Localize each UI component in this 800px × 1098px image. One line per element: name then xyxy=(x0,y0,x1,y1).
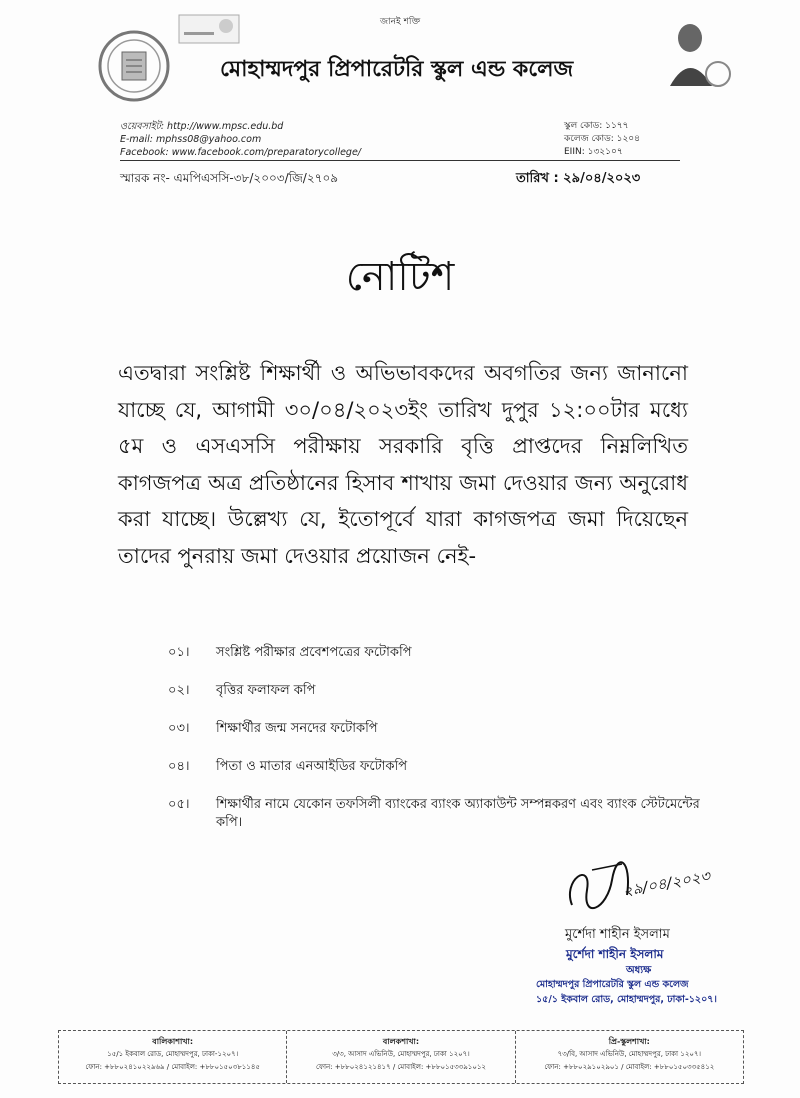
item-number: ০৫। xyxy=(168,797,190,812)
branch-address: ১৫/১ ইকবাল রোড, মোহাম্মদপুর, ঢাকা-১২০৭। xyxy=(107,1050,239,1058)
school-name: মোহাম্মদপুর প্রিপারেটরি স্কুল এন্ড কলেজ xyxy=(220,57,574,82)
list-item xyxy=(168,644,728,662)
bangladesh-logo xyxy=(178,14,240,44)
item-text: সংশ্লিষ্ট পরীক্ষার প্রবেশপত্রের ফটোকপি xyxy=(216,645,412,660)
branch-heading: প্রি-স্কুলশাখা: xyxy=(608,1037,650,1046)
footer-boys-branch xyxy=(287,1031,515,1083)
email-text: E-mail: mphss08@yahoo.com xyxy=(120,134,262,145)
signature-date: ২৯/০৪/২০২৩ xyxy=(621,866,712,900)
branch-address: ৩/৩, আসাদ এভিনিউ, মোহাম্মদপুর, ঢাকা ১২০৭। xyxy=(332,1050,470,1058)
item-number: ০৪। xyxy=(168,759,190,774)
branch-heading: বালকশাখা: xyxy=(382,1037,420,1046)
school-seal-logo xyxy=(98,30,170,102)
document-list xyxy=(168,644,728,852)
notice-body: এতদ্বারা সংশ্লিষ্ট শিক্ষার্থী ও অভিভাবকদের অবগতির জন্য জানানো যাচ্ছে যে, আগামী ৩০/০৪/২০২৩ইং তারিখ দুপুর ১২:০০টার মধ্যে ৫ম ও এসএসসি পরীক্ষায় সরকারি বৃত্তি প্রাপ্তদের নিম্নলিখিত কাগজপত্র অত্র প্রতিষ্ঠানের হিসাব শাখায় জমা দেওয়ার জন্য অনুরোধ করা যাচ্ছে। উল্লেখ্য যে, ইতোপূর্বে যারা কাগজপত্র জমা দিয়েছেন তাদের পুনরায় জমা দেওয়ার প্রয়োজন নেই- xyxy=(118,361,688,568)
branch-phone: ফোন: +৮৮০২৪১০২২৯৬৯ / মোবাইল: +৮৮০১৫০৩৮১১৪৫ xyxy=(85,1063,260,1071)
list-item xyxy=(168,682,728,700)
header-divider xyxy=(120,160,680,161)
list-item xyxy=(168,796,728,832)
item-number: ০৩। xyxy=(168,721,190,736)
item-text: শিক্ষার্থীর নামে যেকোন তফসিলী ব্যাংকের ব্যাংক অ্যাকাউন্ট সম্পন্নকরণ এবং ব্যাংক স্টেটমেন্টের কপি। xyxy=(216,797,700,830)
handwritten-signature xyxy=(552,850,722,920)
item-number: ০১। xyxy=(168,645,190,660)
branch-heading: বালিকাশাখা: xyxy=(152,1037,194,1046)
item-number: ০২। xyxy=(168,683,190,698)
facebook-text: Facebook: www.facebook.com/preparatorycollege/ xyxy=(120,147,362,158)
memo-number: স্মারক নং- এমপিএসসি-৩৮/২০০৩/জি/২৭০৯ xyxy=(120,171,339,185)
website-text: ওয়েবসাইট: http://www.mpsc.edu.bd xyxy=(120,121,284,132)
branch-address: ৭৩/বি, আসাদ এভিনিউ, মোহাম্মদপুর, ঢাকা ১২০৭। xyxy=(557,1050,702,1058)
stamp-designation: অধ্যক্ষ xyxy=(626,965,652,976)
footer-girls-branch xyxy=(59,1031,287,1083)
list-item xyxy=(168,758,728,776)
item-text: বৃত্তির ফলাফল কপি xyxy=(216,683,316,698)
item-text: শিক্ষার্থীর জন্ম সনদের ফটোকপি xyxy=(216,721,378,736)
eiin-code: EIIN: ১৩২১০৭ xyxy=(564,147,623,157)
stamp-address: ১৫/১ ইকবাল রোড, মোহাম্মদপুর, ঢাকা-১২০৭। xyxy=(536,994,717,1005)
notice-title: নোটিশ xyxy=(345,254,455,300)
institution-codes xyxy=(564,120,640,159)
contact-info xyxy=(120,120,361,159)
item-text: পিতা ও মাতার এনআইডির ফটোকপি xyxy=(216,759,408,774)
signatory-name: মুর্শেদা শাহীন ইসলাম xyxy=(565,927,670,942)
notice-date: তারিখ : ২৯/০৪/২০২৩ xyxy=(516,171,641,186)
footer-preschool-branch xyxy=(516,1031,743,1083)
branch-phone: ফোন: +৮৮০২৯১০২৯০১ / মোবাইল: +৮৮০১৫০৩৩৫৪১২ xyxy=(544,1063,715,1071)
college-code: কলেজ কোড: ১২০৪ xyxy=(564,134,640,144)
school-code: স্কুল কোড: ১১৭৭ xyxy=(564,121,629,131)
branch-footer xyxy=(58,1030,744,1084)
school-motto: জানই শক্তি xyxy=(380,17,421,27)
portrait-logo xyxy=(660,16,738,90)
stamp-name: মুর্শেদা শাহীন ইসলাম xyxy=(566,947,664,961)
branch-phone: ফোন: +৮৮০২৪১২১৪১৭ / মোবাইল: +৮৮০১৫৩৩৯১০১২ xyxy=(316,1063,486,1071)
list-item xyxy=(168,720,728,738)
stamp-organization: মোহাম্মদপুর প্রিপারেটরি স্কুল এন্ড কলেজ xyxy=(536,979,689,990)
